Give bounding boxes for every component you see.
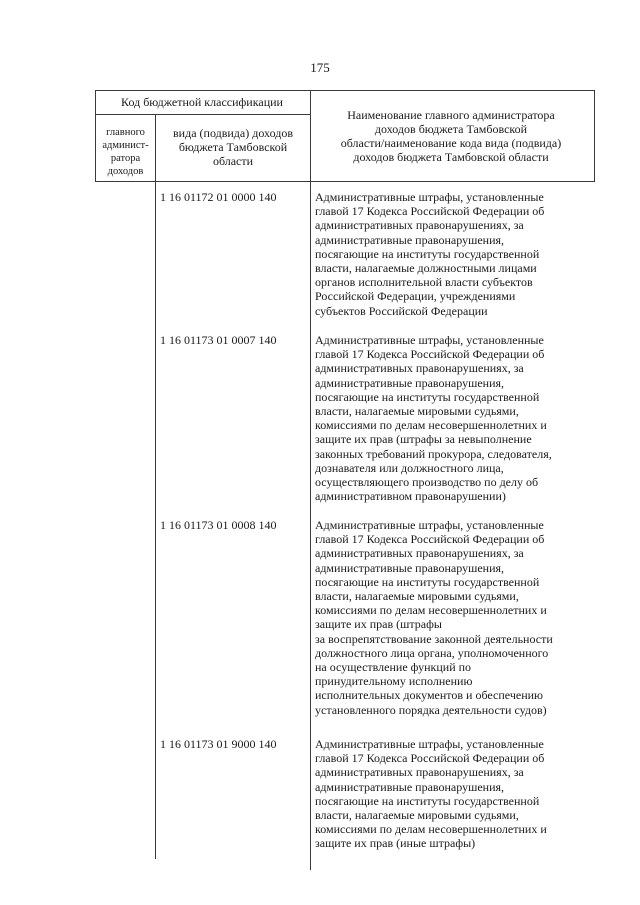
row-code: 1 16 01172 01 0000 140 [160, 190, 277, 204]
header-col1-line: ратора [110, 153, 141, 164]
description-line: власти, налагаемые мировыми судьями, [315, 808, 519, 823]
description-line: административные правонарушения, [315, 560, 505, 575]
description-line: административных правонарушениях, за [315, 361, 524, 376]
description-line: за воспрепятствование законной деятельности [315, 631, 553, 646]
description-line: посягающие на институты государственной [315, 389, 540, 404]
header-col1-line: доходов [107, 166, 144, 177]
description-line: комиссиями по делам несовершеннолетних и [315, 418, 547, 433]
description-line: административных правонарушениях, за [315, 218, 524, 233]
description-line: административных правонарушениях, за [315, 765, 524, 780]
description-line: административные правонарушения, [315, 779, 505, 794]
description-line: Административные штрафы, установленные [315, 190, 544, 204]
header-name [313, 108, 589, 164]
description-line: главой 17 Кодекса Российской Федерации об [315, 751, 545, 766]
description-line: защите их прав (штрафы [315, 617, 442, 632]
description-line: власти, налагаемые должностными лицами [315, 261, 537, 276]
header-col3-line: доходов бюджета Тамбовской области [353, 150, 549, 164]
description-line: законных требований прокурора, следователя, [315, 446, 552, 461]
description-line: административные правонарушения, [315, 375, 505, 390]
header-bottom-border [95, 181, 595, 182]
column-divider-1 [155, 114, 156, 859]
header-col1-line: главного [106, 127, 145, 138]
description-line: на осуществление функций по [315, 660, 472, 675]
description-line: защите их прав (иные штрафы) [315, 836, 476, 851]
header-budget-classification-code: Код бюджетной классификации [121, 95, 283, 109]
table-right-border [594, 90, 595, 181]
description-line: осуществляющего производство по делу об [315, 475, 539, 490]
header-col3-line: доходов бюджета Тамбовской [374, 122, 528, 136]
table-top-border [95, 90, 595, 91]
description-line: административные правонарушения, [315, 232, 505, 247]
description-line: административных правонарушениях, за [315, 546, 524, 561]
description-line: установленного порядка деятельности судов) [315, 702, 547, 717]
description-line: главой 17 Кодекса Российской Федерации об [315, 532, 545, 547]
header-col1-line: админист- [102, 140, 149, 151]
row-description [315, 333, 590, 503]
header-subdivider [95, 114, 310, 115]
description-line: исполнительных документов и обеспечению [315, 688, 543, 703]
description-line: Российской Федерации, учреждениями [315, 289, 516, 304]
row-description [315, 737, 590, 851]
header-income-type [159, 126, 307, 168]
description-line: посягающие на институты государственной [315, 793, 540, 808]
description-line: субъектов Российской Федерации [315, 303, 488, 318]
description-line: должностного лица органа, уполномоченного [315, 645, 549, 660]
page-number: 175 [310, 60, 330, 75]
description-line: Административные штрафы, установленные [315, 518, 544, 532]
header-col2-line: вида (подвида) доходов [173, 126, 293, 140]
description-line: посягающие на институты государственной [315, 246, 540, 261]
description-line: власти, налагаемые мировыми судьями, [315, 589, 519, 604]
row-description [315, 518, 590, 717]
header-col2-line: области [212, 154, 254, 168]
description-line: комиссиями по делам несовершеннолетних и [315, 603, 547, 618]
column-divider-2 [310, 90, 311, 870]
row-code: 1 16 01173 01 9000 140 [160, 737, 277, 751]
description-line: административном правонарушении) [315, 489, 506, 504]
row-code: 1 16 01173 01 0008 140 [160, 518, 277, 532]
description-line: органов исполнительной власти субъектов [315, 275, 533, 290]
description-line: дознавателя или должностного лица, [315, 460, 504, 475]
header-col3-line: области/наименование кода вида (подвида) [340, 136, 562, 150]
header-chief-administrator [97, 126, 154, 178]
description-line: Административные штрафы, установленные [315, 737, 544, 751]
description-line: защите их прав (штрафы за невыполнение [315, 432, 532, 447]
description-line: главой 17 Кодекса Российской Федерации об [315, 204, 545, 219]
description-line: посягающие на институты государственной [315, 574, 540, 589]
header-col3-line: Наименование главного администратора [347, 108, 555, 122]
description-line: власти, налагаемые мировыми судьями, [315, 404, 519, 419]
header-col2-line: бюджета Тамбовской [178, 140, 288, 154]
description-line: принудительному исполнению [315, 674, 473, 689]
description-line: Административные штрафы, установленные [315, 333, 544, 347]
description-line: главой 17 Кодекса Российской Федерации об [315, 347, 545, 362]
row-code: 1 16 01173 01 0007 140 [160, 333, 277, 347]
row-description [315, 190, 590, 318]
description-line: комиссиями по делам несовершеннолетних и [315, 822, 547, 837]
table-left-border [95, 90, 96, 181]
